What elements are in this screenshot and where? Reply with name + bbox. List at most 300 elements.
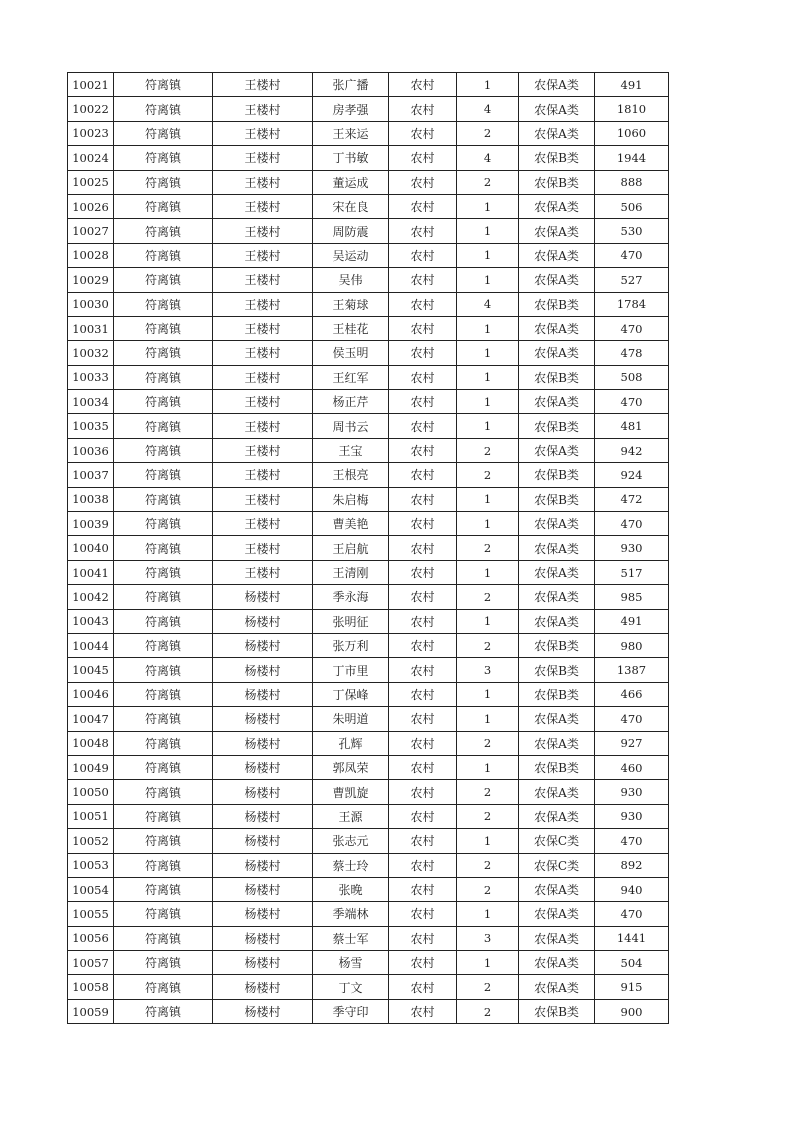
village-cell: 杨楼村 <box>213 829 313 853</box>
person-name-cell: 张明征 <box>313 609 389 633</box>
household-type-cell: 农村 <box>389 146 457 170</box>
household-type-cell: 农村 <box>389 121 457 145</box>
record-id-cell: 10023 <box>68 121 114 145</box>
table-row <box>68 194 669 218</box>
record-id-cell: 10047 <box>68 707 114 731</box>
insurance-category-cell: 农保A类 <box>519 341 595 365</box>
village-cell: 王楼村 <box>213 512 313 536</box>
village-cell: 杨楼村 <box>213 804 313 828</box>
member-count-cell: 2 <box>457 731 519 755</box>
member-count-cell: 1 <box>457 414 519 438</box>
village-cell: 杨楼村 <box>213 902 313 926</box>
insurance-category-cell: 农保A类 <box>519 316 595 340</box>
table-row <box>68 316 669 340</box>
person-name-cell: 宋在良 <box>313 194 389 218</box>
table-row <box>68 829 669 853</box>
household-type-cell: 农村 <box>389 365 457 389</box>
household-type-cell: 农村 <box>389 658 457 682</box>
household-type-cell: 农村 <box>389 73 457 97</box>
member-count-cell: 3 <box>457 658 519 682</box>
record-id-cell: 10036 <box>68 438 114 462</box>
household-type-cell: 农村 <box>389 829 457 853</box>
town-cell: 符离镇 <box>114 999 213 1023</box>
member-count-cell: 1 <box>457 487 519 511</box>
household-type-cell: 农村 <box>389 853 457 877</box>
member-count-cell: 1 <box>457 243 519 267</box>
member-count-cell: 1 <box>457 73 519 97</box>
insurance-category-cell: 农保A类 <box>519 804 595 828</box>
person-name-cell: 蔡士玲 <box>313 853 389 877</box>
record-id-cell: 10046 <box>68 682 114 706</box>
amount-cell: 1060 <box>595 121 669 145</box>
record-id-cell: 10053 <box>68 853 114 877</box>
record-id-cell: 10057 <box>68 951 114 975</box>
records-table <box>67 72 669 1024</box>
member-count-cell: 2 <box>457 121 519 145</box>
amount-cell: 940 <box>595 877 669 901</box>
record-id-cell: 10026 <box>68 194 114 218</box>
insurance-category-cell: 农保B类 <box>519 365 595 389</box>
person-name-cell: 杨正芹 <box>313 390 389 414</box>
town-cell: 符离镇 <box>114 609 213 633</box>
person-name-cell: 吴运动 <box>313 243 389 267</box>
amount-cell: 985 <box>595 585 669 609</box>
town-cell: 符离镇 <box>114 243 213 267</box>
household-type-cell: 农村 <box>389 755 457 779</box>
member-count-cell: 4 <box>457 292 519 316</box>
village-cell: 杨楼村 <box>213 707 313 731</box>
insurance-category-cell: 农保B类 <box>519 682 595 706</box>
village-cell: 王楼村 <box>213 463 313 487</box>
member-count-cell: 4 <box>457 146 519 170</box>
village-cell: 王楼村 <box>213 341 313 365</box>
table-row <box>68 146 669 170</box>
person-name-cell: 曹美艳 <box>313 512 389 536</box>
amount-cell: 506 <box>595 194 669 218</box>
insurance-category-cell: 农保A类 <box>519 268 595 292</box>
insurance-category-cell: 农保A类 <box>519 536 595 560</box>
household-type-cell: 农村 <box>389 682 457 706</box>
household-type-cell: 农村 <box>389 780 457 804</box>
amount-cell: 942 <box>595 438 669 462</box>
member-count-cell: 1 <box>457 755 519 779</box>
table-row <box>68 877 669 901</box>
insurance-category-cell: 农保A类 <box>519 951 595 975</box>
amount-cell: 504 <box>595 951 669 975</box>
member-count-cell: 2 <box>457 463 519 487</box>
member-count-cell: 2 <box>457 804 519 828</box>
record-id-cell: 10044 <box>68 633 114 657</box>
person-name-cell: 王红军 <box>313 365 389 389</box>
member-count-cell: 1 <box>457 609 519 633</box>
amount-cell: 924 <box>595 463 669 487</box>
insurance-category-cell: 农保C类 <box>519 829 595 853</box>
town-cell: 符离镇 <box>114 658 213 682</box>
person-name-cell: 季端林 <box>313 902 389 926</box>
town-cell: 符离镇 <box>114 755 213 779</box>
person-name-cell: 周防震 <box>313 219 389 243</box>
person-name-cell: 郭凤荣 <box>313 755 389 779</box>
amount-cell: 1387 <box>595 658 669 682</box>
village-cell: 王楼村 <box>213 560 313 584</box>
table-row <box>68 170 669 194</box>
village-cell: 杨楼村 <box>213 658 313 682</box>
household-type-cell: 农村 <box>389 585 457 609</box>
village-cell: 杨楼村 <box>213 926 313 950</box>
household-type-cell: 农村 <box>389 804 457 828</box>
household-type-cell: 农村 <box>389 951 457 975</box>
table-row <box>68 951 669 975</box>
town-cell: 符离镇 <box>114 731 213 755</box>
household-type-cell: 农村 <box>389 877 457 901</box>
household-type-cell: 农村 <box>389 707 457 731</box>
person-name-cell: 张晚 <box>313 877 389 901</box>
member-count-cell: 1 <box>457 365 519 389</box>
person-name-cell: 王来运 <box>313 121 389 145</box>
record-id-cell: 10043 <box>68 609 114 633</box>
record-id-cell: 10051 <box>68 804 114 828</box>
village-cell: 王楼村 <box>213 73 313 97</box>
town-cell: 符离镇 <box>114 707 213 731</box>
person-name-cell: 孔辉 <box>313 731 389 755</box>
record-id-cell: 10048 <box>68 731 114 755</box>
insurance-category-cell: 农保B类 <box>519 487 595 511</box>
member-count-cell: 1 <box>457 194 519 218</box>
person-name-cell: 丁市里 <box>313 658 389 682</box>
table-row <box>68 487 669 511</box>
person-name-cell: 侯玉明 <box>313 341 389 365</box>
record-id-cell: 10058 <box>68 975 114 999</box>
member-count-cell: 2 <box>457 170 519 194</box>
amount-cell: 527 <box>595 268 669 292</box>
member-count-cell: 1 <box>457 560 519 584</box>
table-row <box>68 804 669 828</box>
household-type-cell: 农村 <box>389 463 457 487</box>
person-name-cell: 周书云 <box>313 414 389 438</box>
member-count-cell: 1 <box>457 682 519 706</box>
household-type-cell: 农村 <box>389 219 457 243</box>
amount-cell: 470 <box>595 707 669 731</box>
table-row <box>68 780 669 804</box>
household-type-cell: 农村 <box>389 97 457 121</box>
village-cell: 王楼村 <box>213 97 313 121</box>
amount-cell: 470 <box>595 316 669 340</box>
village-cell: 杨楼村 <box>213 877 313 901</box>
amount-cell: 460 <box>595 755 669 779</box>
person-name-cell: 季守印 <box>313 999 389 1023</box>
household-type-cell: 农村 <box>389 170 457 194</box>
insurance-category-cell: 农保A类 <box>519 121 595 145</box>
record-id-cell: 10021 <box>68 73 114 97</box>
record-id-cell: 10040 <box>68 536 114 560</box>
amount-cell: 1944 <box>595 146 669 170</box>
household-type-cell: 农村 <box>389 609 457 633</box>
amount-cell: 491 <box>595 609 669 633</box>
town-cell: 符离镇 <box>114 902 213 926</box>
record-id-cell: 10025 <box>68 170 114 194</box>
village-cell: 王楼村 <box>213 390 313 414</box>
household-type-cell: 农村 <box>389 975 457 999</box>
insurance-category-cell: 农保A类 <box>519 219 595 243</box>
insurance-category-cell: 农保A类 <box>519 560 595 584</box>
table-row <box>68 438 669 462</box>
town-cell: 符离镇 <box>114 97 213 121</box>
person-name-cell: 王根亮 <box>313 463 389 487</box>
town-cell: 符离镇 <box>114 926 213 950</box>
village-cell: 杨楼村 <box>213 999 313 1023</box>
member-count-cell: 2 <box>457 536 519 560</box>
record-id-cell: 10050 <box>68 780 114 804</box>
record-id-cell: 10031 <box>68 316 114 340</box>
town-cell: 符离镇 <box>114 268 213 292</box>
insurance-category-cell: 农保B类 <box>519 755 595 779</box>
amount-cell: 927 <box>595 731 669 755</box>
household-type-cell: 农村 <box>389 902 457 926</box>
insurance-category-cell: 农保A类 <box>519 902 595 926</box>
amount-cell: 470 <box>595 829 669 853</box>
village-cell: 王楼村 <box>213 268 313 292</box>
amount-cell: 930 <box>595 536 669 560</box>
member-count-cell: 1 <box>457 390 519 414</box>
insurance-category-cell: 农保A类 <box>519 438 595 462</box>
table-row <box>68 975 669 999</box>
table-row <box>68 609 669 633</box>
person-name-cell: 王启航 <box>313 536 389 560</box>
member-count-cell: 1 <box>457 316 519 340</box>
town-cell: 符离镇 <box>114 438 213 462</box>
table-row <box>68 390 669 414</box>
person-name-cell: 蔡士军 <box>313 926 389 950</box>
person-name-cell: 吴伟 <box>313 268 389 292</box>
record-id-cell: 10059 <box>68 999 114 1023</box>
amount-cell: 517 <box>595 560 669 584</box>
town-cell: 符离镇 <box>114 512 213 536</box>
record-id-cell: 10055 <box>68 902 114 926</box>
record-id-cell: 10045 <box>68 658 114 682</box>
household-type-cell: 农村 <box>389 536 457 560</box>
village-cell: 王楼村 <box>213 146 313 170</box>
town-cell: 符离镇 <box>114 633 213 657</box>
record-id-cell: 10054 <box>68 877 114 901</box>
table-row <box>68 585 669 609</box>
table-row <box>68 341 669 365</box>
village-cell: 杨楼村 <box>213 975 313 999</box>
insurance-category-cell: 农保A类 <box>519 926 595 950</box>
table-row <box>68 755 669 779</box>
table-row <box>68 926 669 950</box>
village-cell: 王楼村 <box>213 243 313 267</box>
insurance-category-cell: 农保A类 <box>519 390 595 414</box>
amount-cell: 900 <box>595 999 669 1023</box>
insurance-category-cell: 农保A类 <box>519 975 595 999</box>
household-type-cell: 农村 <box>389 341 457 365</box>
insurance-category-cell: 农保A类 <box>519 609 595 633</box>
insurance-category-cell: 农保A类 <box>519 780 595 804</box>
insurance-category-cell: 农保B类 <box>519 999 595 1023</box>
person-name-cell: 丁保峰 <box>313 682 389 706</box>
village-cell: 王楼村 <box>213 414 313 438</box>
table-row <box>68 902 669 926</box>
member-count-cell: 3 <box>457 926 519 950</box>
town-cell: 符离镇 <box>114 536 213 560</box>
table-row <box>68 536 669 560</box>
member-count-cell: 1 <box>457 268 519 292</box>
amount-cell: 530 <box>595 219 669 243</box>
household-type-cell: 农村 <box>389 414 457 438</box>
village-cell: 王楼村 <box>213 487 313 511</box>
record-id-cell: 10022 <box>68 97 114 121</box>
table-row <box>68 682 669 706</box>
insurance-category-cell: 农保B类 <box>519 292 595 316</box>
town-cell: 符离镇 <box>114 487 213 511</box>
person-name-cell: 房孝强 <box>313 97 389 121</box>
table-row <box>68 463 669 487</box>
amount-cell: 888 <box>595 170 669 194</box>
village-cell: 杨楼村 <box>213 609 313 633</box>
town-cell: 符离镇 <box>114 853 213 877</box>
record-id-cell: 10042 <box>68 585 114 609</box>
town-cell: 符离镇 <box>114 780 213 804</box>
person-name-cell: 王菊球 <box>313 292 389 316</box>
insurance-category-cell: 农保B类 <box>519 146 595 170</box>
member-count-cell: 1 <box>457 512 519 536</box>
amount-cell: 1784 <box>595 292 669 316</box>
amount-cell: 470 <box>595 243 669 267</box>
village-cell: 王楼村 <box>213 121 313 145</box>
table-row <box>68 560 669 584</box>
person-name-cell: 王清刚 <box>313 560 389 584</box>
person-name-cell: 朱明道 <box>313 707 389 731</box>
member-count-cell: 2 <box>457 853 519 877</box>
person-name-cell: 张广播 <box>313 73 389 97</box>
person-name-cell: 张万利 <box>313 633 389 657</box>
town-cell: 符离镇 <box>114 73 213 97</box>
member-count-cell: 2 <box>457 780 519 804</box>
table-row <box>68 658 669 682</box>
member-count-cell: 1 <box>457 707 519 731</box>
household-type-cell: 农村 <box>389 633 457 657</box>
household-type-cell: 农村 <box>389 438 457 462</box>
amount-cell: 508 <box>595 365 669 389</box>
household-type-cell: 农村 <box>389 731 457 755</box>
member-count-cell: 4 <box>457 97 519 121</box>
village-cell: 杨楼村 <box>213 682 313 706</box>
village-cell: 王楼村 <box>213 316 313 340</box>
member-count-cell: 1 <box>457 951 519 975</box>
village-cell: 杨楼村 <box>213 585 313 609</box>
town-cell: 符离镇 <box>114 146 213 170</box>
town-cell: 符离镇 <box>114 219 213 243</box>
amount-cell: 481 <box>595 414 669 438</box>
person-name-cell: 丁文 <box>313 975 389 999</box>
amount-cell: 491 <box>595 73 669 97</box>
insurance-category-cell: 农保B类 <box>519 463 595 487</box>
insurance-category-cell: 农保A类 <box>519 194 595 218</box>
insurance-category-cell: 农保B类 <box>519 414 595 438</box>
amount-cell: 915 <box>595 975 669 999</box>
town-cell: 符离镇 <box>114 560 213 584</box>
member-count-cell: 2 <box>457 585 519 609</box>
village-cell: 王楼村 <box>213 536 313 560</box>
amount-cell: 930 <box>595 804 669 828</box>
insurance-category-cell: 农保A类 <box>519 731 595 755</box>
insurance-category-cell: 农保B类 <box>519 658 595 682</box>
household-type-cell: 农村 <box>389 316 457 340</box>
person-name-cell: 王桂花 <box>313 316 389 340</box>
person-name-cell: 王源 <box>313 804 389 828</box>
member-count-cell: 1 <box>457 829 519 853</box>
amount-cell: 892 <box>595 853 669 877</box>
member-count-cell: 2 <box>457 438 519 462</box>
insurance-category-cell: 农保A类 <box>519 512 595 536</box>
amount-cell: 930 <box>595 780 669 804</box>
member-count-cell: 1 <box>457 219 519 243</box>
table-row <box>68 121 669 145</box>
record-id-cell: 10030 <box>68 292 114 316</box>
town-cell: 符离镇 <box>114 877 213 901</box>
household-type-cell: 农村 <box>389 512 457 536</box>
insurance-category-cell: 农保A类 <box>519 97 595 121</box>
household-type-cell: 农村 <box>389 268 457 292</box>
household-type-cell: 农村 <box>389 926 457 950</box>
table-row <box>68 292 669 316</box>
table-row <box>68 365 669 389</box>
insurance-category-cell: 农保A类 <box>519 243 595 267</box>
member-count-cell: 2 <box>457 633 519 657</box>
household-type-cell: 农村 <box>389 243 457 267</box>
town-cell: 符离镇 <box>114 365 213 389</box>
record-id-cell: 10034 <box>68 390 114 414</box>
town-cell: 符离镇 <box>114 292 213 316</box>
record-id-cell: 10032 <box>68 341 114 365</box>
village-cell: 王楼村 <box>213 438 313 462</box>
household-type-cell: 农村 <box>389 999 457 1023</box>
town-cell: 符离镇 <box>114 414 213 438</box>
amount-cell: 470 <box>595 390 669 414</box>
record-id-cell: 10024 <box>68 146 114 170</box>
amount-cell: 478 <box>595 341 669 365</box>
table-row <box>68 243 669 267</box>
table-body <box>68 73 669 1024</box>
person-name-cell: 季永海 <box>313 585 389 609</box>
household-type-cell: 农村 <box>389 292 457 316</box>
record-id-cell: 10038 <box>68 487 114 511</box>
village-cell: 杨楼村 <box>213 755 313 779</box>
record-id-cell: 10041 <box>68 560 114 584</box>
town-cell: 符离镇 <box>114 682 213 706</box>
household-type-cell: 农村 <box>389 487 457 511</box>
village-cell: 王楼村 <box>213 170 313 194</box>
amount-cell: 470 <box>595 512 669 536</box>
insurance-category-cell: 农保B类 <box>519 170 595 194</box>
person-name-cell: 杨雪 <box>313 951 389 975</box>
person-name-cell: 张志元 <box>313 829 389 853</box>
record-id-cell: 10028 <box>68 243 114 267</box>
village-cell: 王楼村 <box>213 194 313 218</box>
amount-cell: 470 <box>595 902 669 926</box>
member-count-cell: 2 <box>457 975 519 999</box>
town-cell: 符离镇 <box>114 951 213 975</box>
village-cell: 杨楼村 <box>213 633 313 657</box>
village-cell: 王楼村 <box>213 365 313 389</box>
village-cell: 王楼村 <box>213 219 313 243</box>
town-cell: 符离镇 <box>114 194 213 218</box>
amount-cell: 980 <box>595 633 669 657</box>
table-row <box>68 731 669 755</box>
table-row <box>68 414 669 438</box>
town-cell: 符离镇 <box>114 170 213 194</box>
amount-cell: 1441 <box>595 926 669 950</box>
